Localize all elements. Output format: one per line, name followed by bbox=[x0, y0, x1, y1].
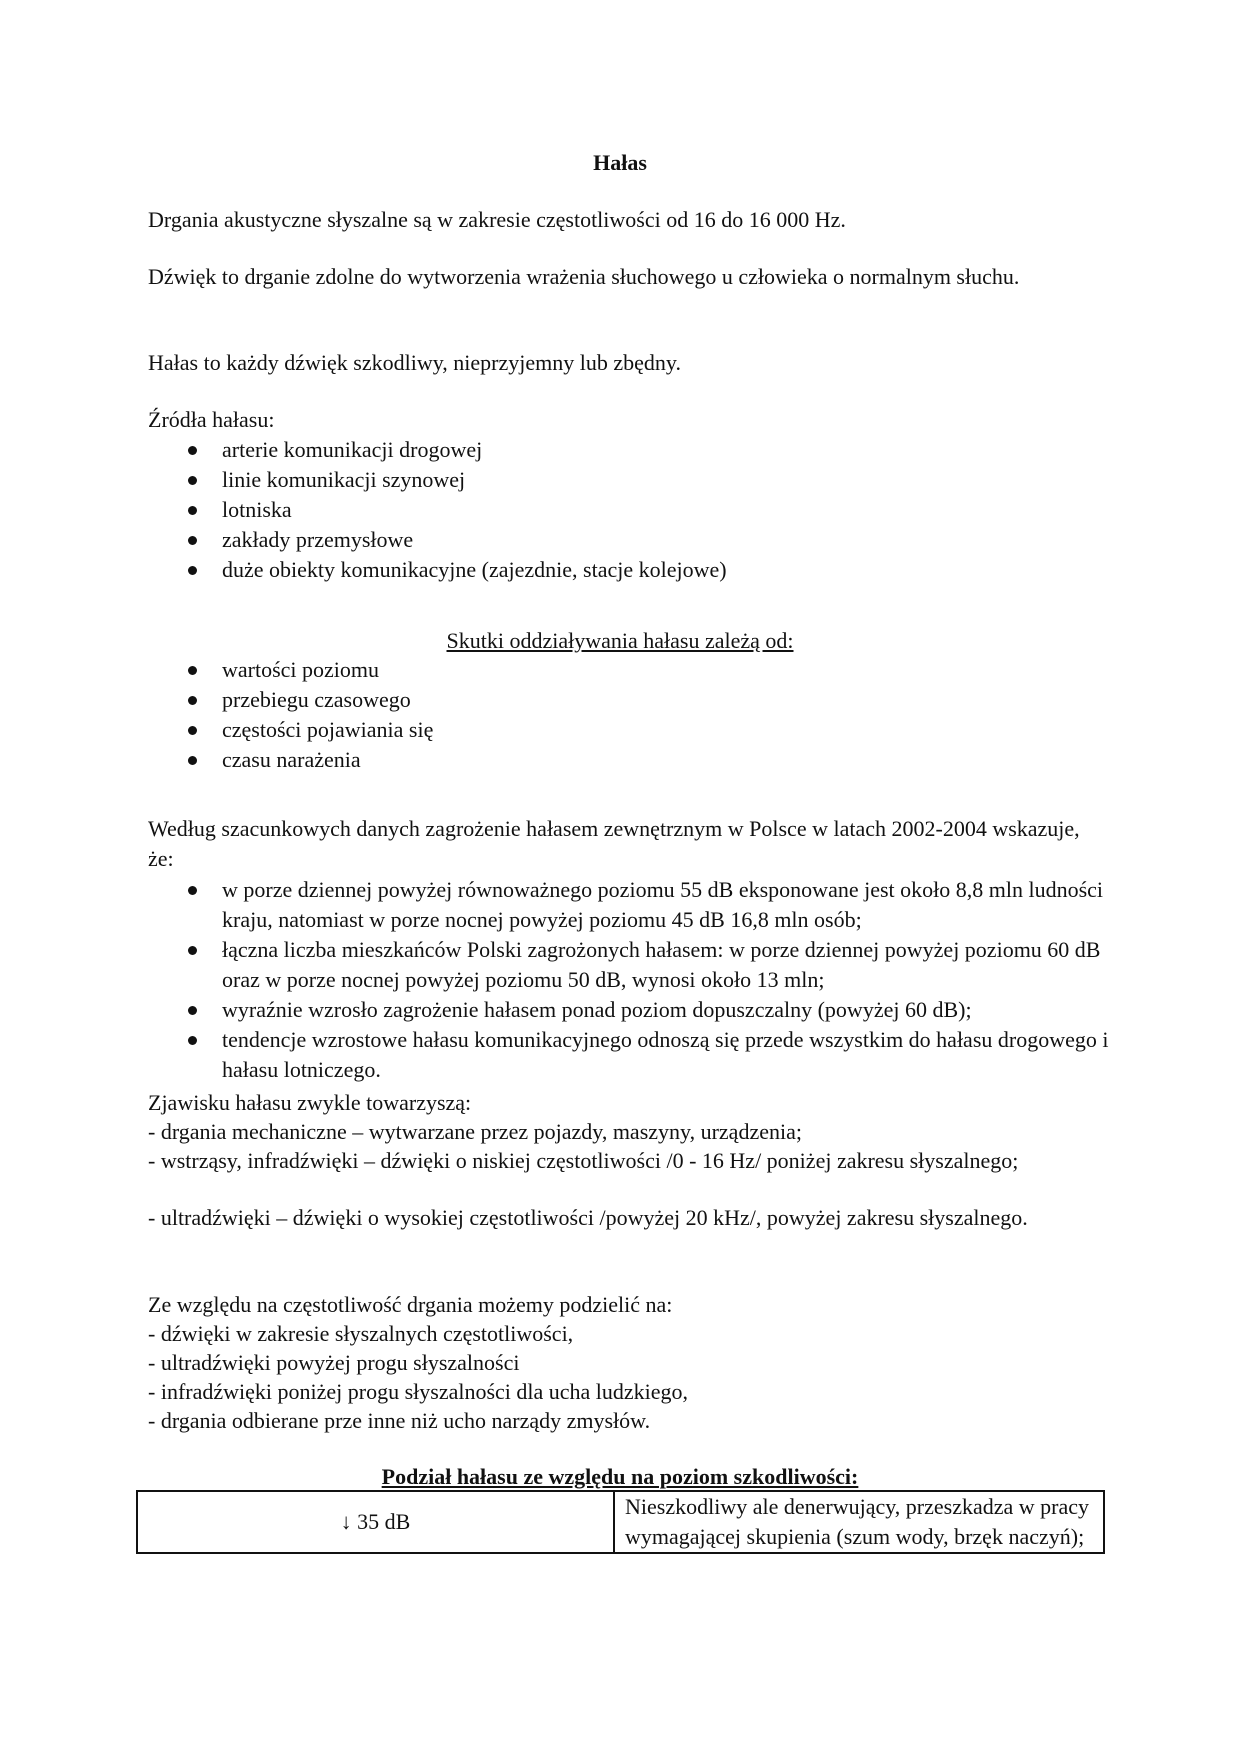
list-item: zakłady przemysłowe bbox=[148, 525, 1122, 555]
accompanying-item: - wstrząsy, infradźwięki – dźwięki o niskiej częstotliwości /0 - 16 Hz/ poniżej zakresu słyszalnego; bbox=[148, 1148, 1019, 1173]
effects-heading: Skutki oddziaływania hałasu zależą od: bbox=[446, 628, 794, 653]
list-item: łączna liczba mieszkańców Polski zagrożonych hałasem: w porze dziennej powyżej poziomu 60 dB oraz w porze nocnej powyżej poziomu 50 dB, wynosi około 13 mln; bbox=[148, 935, 1122, 995]
list-item: arterie komunikacji drogowej bbox=[148, 435, 1122, 465]
frequency-item: - infradźwięki poniżej progu słyszalności dla ucha ludzkiego, bbox=[148, 1379, 689, 1404]
paragraph-sound-definition: Dźwięk to drganie zdolne do wytworzenia wrażenia słuchowego u człowieka o normalnym słuchu. bbox=[148, 264, 1020, 289]
paragraph-frequency-range: Drgania akustyczne słyszalne są w zakresie częstotliwości od 16 do 16 000 Hz. bbox=[148, 207, 846, 232]
list-item: czasu narażenia bbox=[148, 745, 1122, 775]
page-title: Hałas bbox=[593, 150, 647, 175]
harm-table-heading: Podział hałasu ze względu na poziom szkodliwości: bbox=[381, 1464, 859, 1489]
accompanying-item: - ultradźwięki – dźwięki o wysokiej częstotliwości /powyżej 20 kHz/, powyżej zakresu słyszalnego. bbox=[148, 1205, 1028, 1230]
effects-list bbox=[148, 655, 1122, 775]
list-item: w porze dziennej powyżej równoważnego poziomu 55 dB eksponowane jest około 8,8 mln ludności kraju, natomiast w porze nocnej powyżej poziomu 45 dB 16,8 mln osób; bbox=[148, 875, 1122, 935]
list-item: wartości poziomu bbox=[148, 655, 1122, 685]
frequency-item: - dźwięki w zakresie słyszalnych częstotliwości, bbox=[148, 1321, 574, 1346]
paragraph-noise-definition: Hałas to każdy dźwięk szkodliwy, nieprzyjemny lub zbędny. bbox=[148, 350, 681, 375]
harm-table bbox=[136, 1490, 1105, 1554]
list-item: linie komunikacji szynowej bbox=[148, 465, 1122, 495]
frequency-heading: Ze względu na częstotliwość drgania możemy podzielić na: bbox=[148, 1292, 673, 1317]
frequency-item: - drgania odbierane prze inne niż ucho narządy zmysłów. bbox=[148, 1408, 651, 1433]
accompanying-item: - drgania mechaniczne – wytwarzane przez pojazdy, maszyny, urządzenia; bbox=[148, 1119, 802, 1144]
frequency-item: - ultradźwięki powyżej progu słyszalności bbox=[148, 1350, 520, 1375]
sources-heading: Źródła hałasu: bbox=[148, 407, 275, 432]
estimates-list bbox=[148, 875, 1122, 1085]
estimates-intro: Według szacunkowych danych zagrożenie hałasem zewnętrznym w Polsce w latach 2002-2004 wskazuje, że: bbox=[148, 816, 1080, 871]
sources-list bbox=[148, 435, 1122, 585]
list-item: lotniska bbox=[148, 495, 1122, 525]
list-item: duże obiekty komunikacyjne (zajezdnie, stacje kolejowe) bbox=[148, 555, 1122, 585]
table-cell-description: Nieszkodliwy ale denerwujący, przeszkadza w pracy wymagającej skupienia (szum wody, brzęk naczyń); bbox=[614, 1491, 1104, 1553]
table-row bbox=[137, 1491, 1104, 1553]
accompanying-heading: Zjawisku hałasu zwykle towarzyszą: bbox=[148, 1090, 472, 1115]
table-cell-level: ↓ 35 dB bbox=[137, 1491, 614, 1553]
list-item: wyraźnie wzrosło zagrożenie hałasem ponad poziom dopuszczalny (powyżej 60 dB); bbox=[148, 995, 1122, 1025]
list-item: częstości pojawiania się bbox=[148, 715, 1122, 745]
list-item: przebiegu czasowego bbox=[148, 685, 1122, 715]
list-item: tendencje wzrostowe hałasu komunikacyjnego odnoszą się przede wszystkim do hałasu drogowego i hałasu lotniczego. bbox=[148, 1025, 1122, 1085]
